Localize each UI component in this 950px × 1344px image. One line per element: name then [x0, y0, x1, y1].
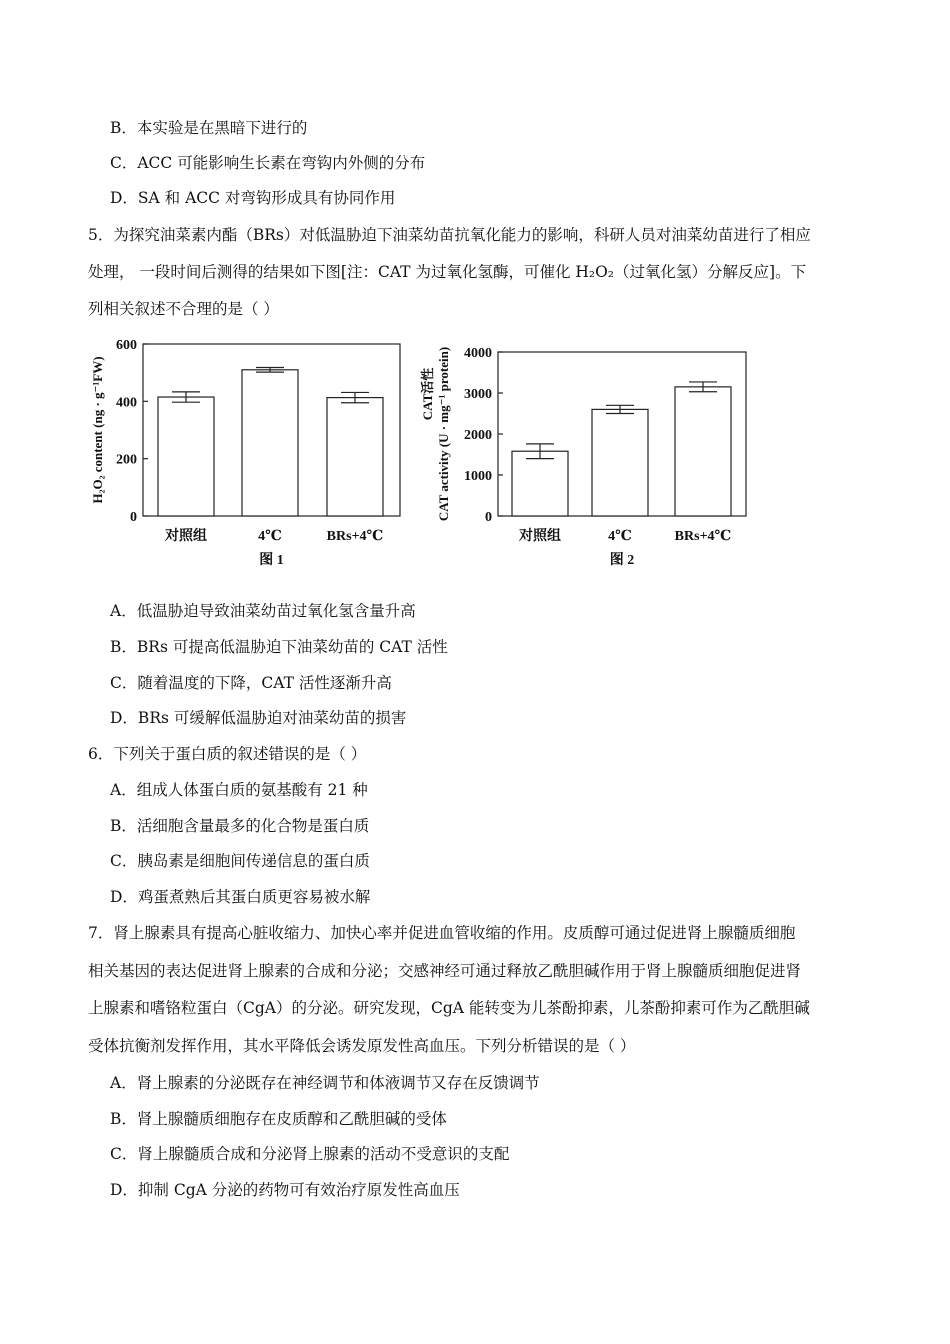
q6-stem: 6．下列关于蛋白质的叙述错误的是（ ） — [88, 745, 367, 763]
q4-option-b: B．本实验是在黑暗下进行的 — [110, 119, 308, 137]
q4-option-d: D．SA 和 ACC 对弯钩形成具有协同作用 — [110, 189, 396, 207]
category-label: BRs+4℃ — [326, 529, 384, 544]
q7-stem-line3: 上腺素和嗜铬粒蛋白（CgA）的分泌。研究发现，CgA 能转变为儿茶酚抑素，儿茶酚抑素可作为乙酰胆碱 — [88, 999, 810, 1017]
q7-stem-line2: 相关基因的表达促进肾上腺素的合成和分泌；交感神经可通过释放乙酰胆碱作用于肾上腺髓质细胞促进肾 — [88, 962, 802, 980]
y-axis-label: CAT activity (U · mg⁻¹ protein) — [436, 346, 451, 522]
bar — [675, 387, 731, 516]
figure-2-chart — [420, 330, 760, 575]
q5-stem-line1: 5．为探究油菜素内酯（BRs）对低温胁迫下油菜幼苗抗氧化能力的影响，科研人员对油菜幼苗进行了相应 — [88, 226, 811, 244]
figure-1-chart — [80, 330, 420, 575]
bar — [512, 451, 568, 516]
y-tick-label: 0 — [485, 510, 492, 525]
q5-stem-line2: 处理， 一段时间后测得的结果如下图[注：CAT 为过氧化氢酶，可催化 H₂O₂（过氧化氢）分解反应]。下 — [88, 263, 807, 281]
y-tick-label: 3000 — [464, 387, 492, 402]
q7-option-d: D．抑制 CgA 分泌的药物可有效治疗原发性高血压 — [110, 1181, 460, 1199]
figure-caption: 图 2 — [609, 553, 635, 568]
bar — [327, 398, 383, 516]
y-tick-label: 600 — [116, 338, 137, 353]
q7-stem-line1: 7．肾上腺素具有提高心脏收缩力、加快心率并促进血管收缩的作用。皮质醇可通过促进肾上腺髓质细胞 — [88, 924, 796, 942]
figure-caption: 图 1 — [259, 553, 284, 568]
y-axis-label: H₂O₂ content (ng · g⁻¹FW) — [90, 356, 105, 504]
category-label: BRs+4℃ — [674, 529, 732, 544]
y-tick-label: 400 — [116, 395, 137, 411]
q5-option-b: B．BRs 可提高低温胁迫下油菜幼苗的 CAT 活性 — [110, 638, 448, 656]
q4-option-c: C．ACC 可能影响生长素在弯钩内外侧的分布 — [110, 154, 426, 172]
q7-option-c: C．肾上腺髓质合成和分泌肾上腺素的活动不受意识的支配 — [110, 1145, 510, 1163]
q5-option-d: D．BRs 可缓解低温胁迫对油菜幼苗的损害 — [110, 709, 407, 727]
q5-option-a: A．低温胁迫导致油菜幼苗过氧化氢含量升高 — [110, 602, 416, 620]
q7-option-b: B．肾上腺髓质细胞存在皮质醇和乙酰胆碱的受体 — [110, 1110, 447, 1128]
category-label: 对照组 — [165, 529, 207, 544]
y-tick-label: 0 — [130, 510, 137, 525]
category-label: 4℃ — [608, 529, 632, 544]
q6-option-c: C．胰岛素是细胞间传递信息的蛋白质 — [110, 852, 370, 870]
q7-option-a: A．肾上腺素的分泌既存在神经调节和体液调节又存在反馈调节 — [110, 1074, 540, 1092]
y-tick-label: 200 — [116, 452, 137, 468]
bar — [242, 370, 298, 516]
y-tick-label: 2000 — [464, 428, 492, 443]
category-label: 4℃ — [258, 529, 282, 544]
y-tick-label: 1000 — [464, 469, 492, 484]
q6-option-a: A．组成人体蛋白质的氨基酸有 21 种 — [110, 781, 368, 799]
q6-option-b: B．活细胞含量最多的化合物是蛋白质 — [110, 817, 370, 835]
q5-option-c: C．随着温度的下降，CAT 活性逐渐升高 — [110, 674, 392, 692]
bar — [158, 397, 214, 516]
bar — [592, 409, 648, 516]
y-tick-label: 4000 — [464, 346, 492, 361]
category-label: 对照组 — [519, 529, 561, 544]
q7-stem-line4: 受体抗衡剂发挥作用，其水平降低会诱发原发性高血压。下列分析错误的是（ ） — [88, 1037, 636, 1055]
q6-option-d: D．鸡蛋煮熟后其蛋白质更容易被水解 — [110, 888, 371, 906]
y-axis-label-cn: CAT活性 — [420, 367, 435, 421]
q5-stem-line3: 列相关叙述不合理的是（ ） — [88, 300, 279, 318]
